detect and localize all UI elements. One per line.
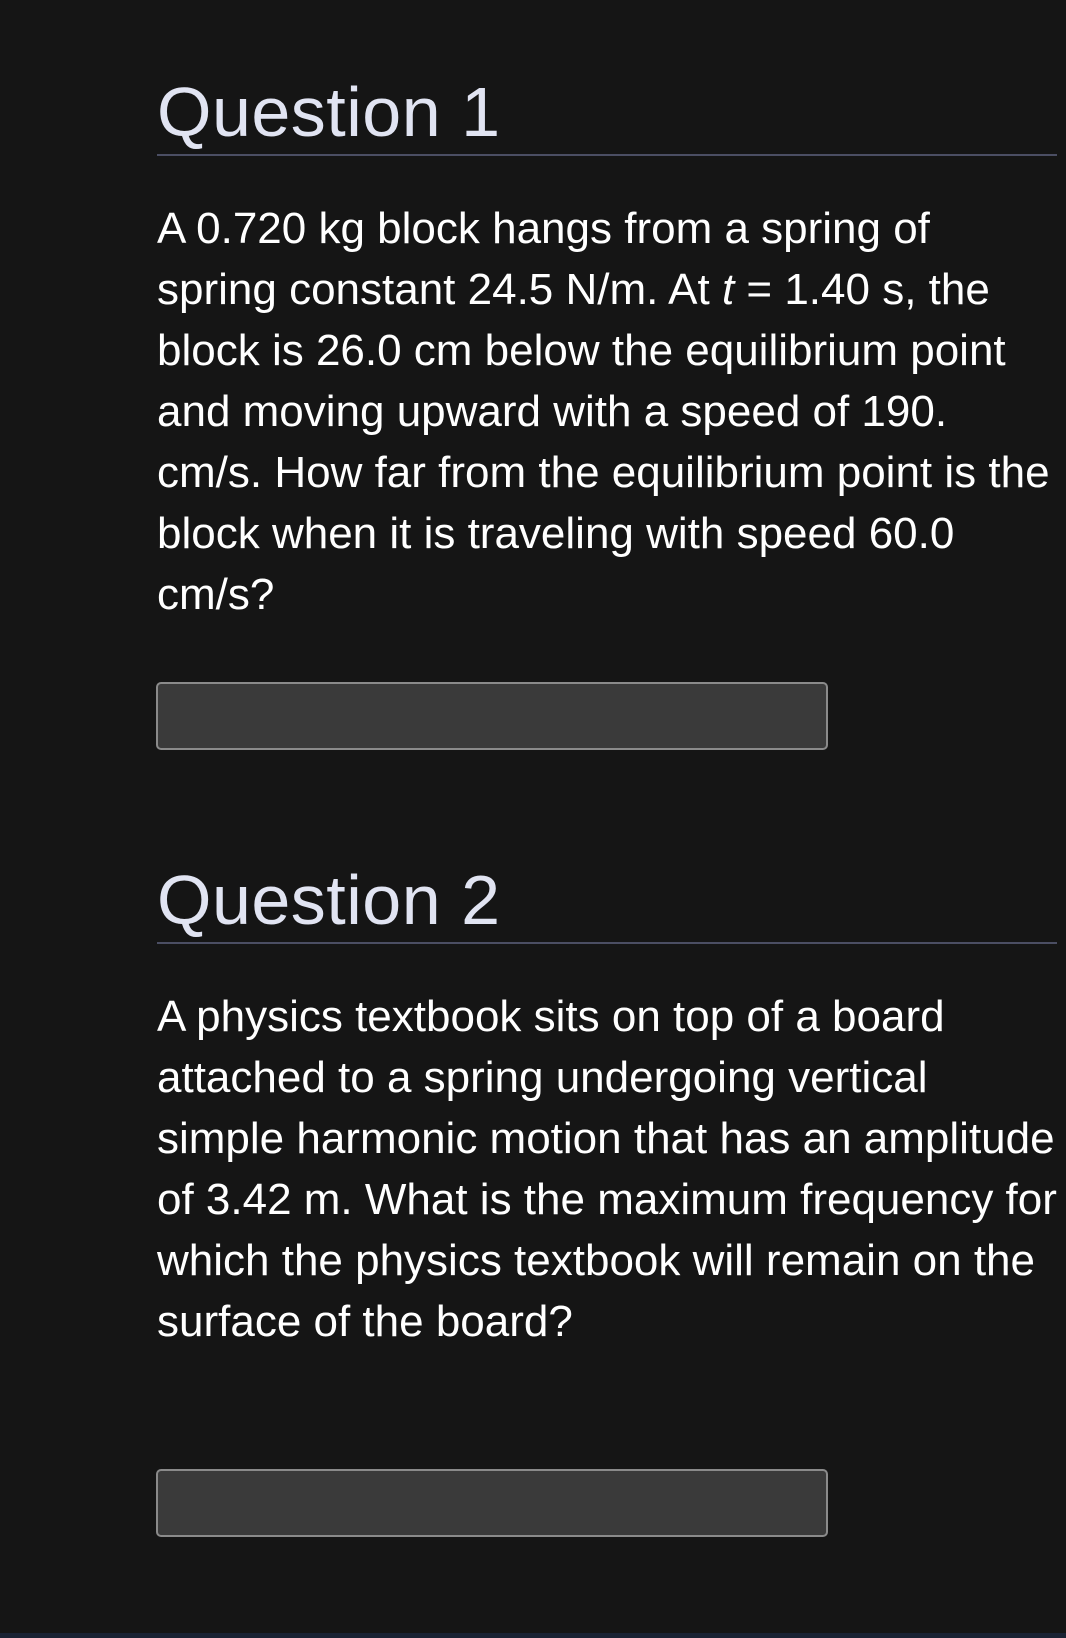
question-1-answer-input[interactable] (156, 682, 828, 750)
time-variable: t (721, 265, 735, 314)
question-2-divider (157, 942, 1057, 944)
question-1 (157, 70, 1057, 625)
question-2 (157, 858, 1057, 1352)
question-1-text-end: = 1.40 s, the block is 26.0 cm below the equilibrium point and moving upward with a speed of 190. cm/s. How far from the equilibrium point is the block when it is traveling with speed 60.0 cm/s? (157, 265, 1050, 619)
question-1-title: Question 1 (157, 73, 501, 151)
question-1-divider (157, 154, 1057, 156)
question-2-title: Question 2 (157, 861, 501, 939)
bottom-edge-bar (0, 1633, 1066, 1638)
question-1-text (157, 198, 1057, 625)
question-1-text-start: A 0.720 kg block hangs from a spring of spring constant 24.5 N/m. At (157, 204, 930, 314)
question-2-answer-input[interactable] (156, 1469, 828, 1537)
question-2-text: A physics textbook sits on top of a board attached to a spring undergoing vertical simple harmonic motion that has an amplitude of 3.42 m. What is the maximum frequency for which the physics textbook will remain on the surface of the board? (157, 992, 1057, 1346)
